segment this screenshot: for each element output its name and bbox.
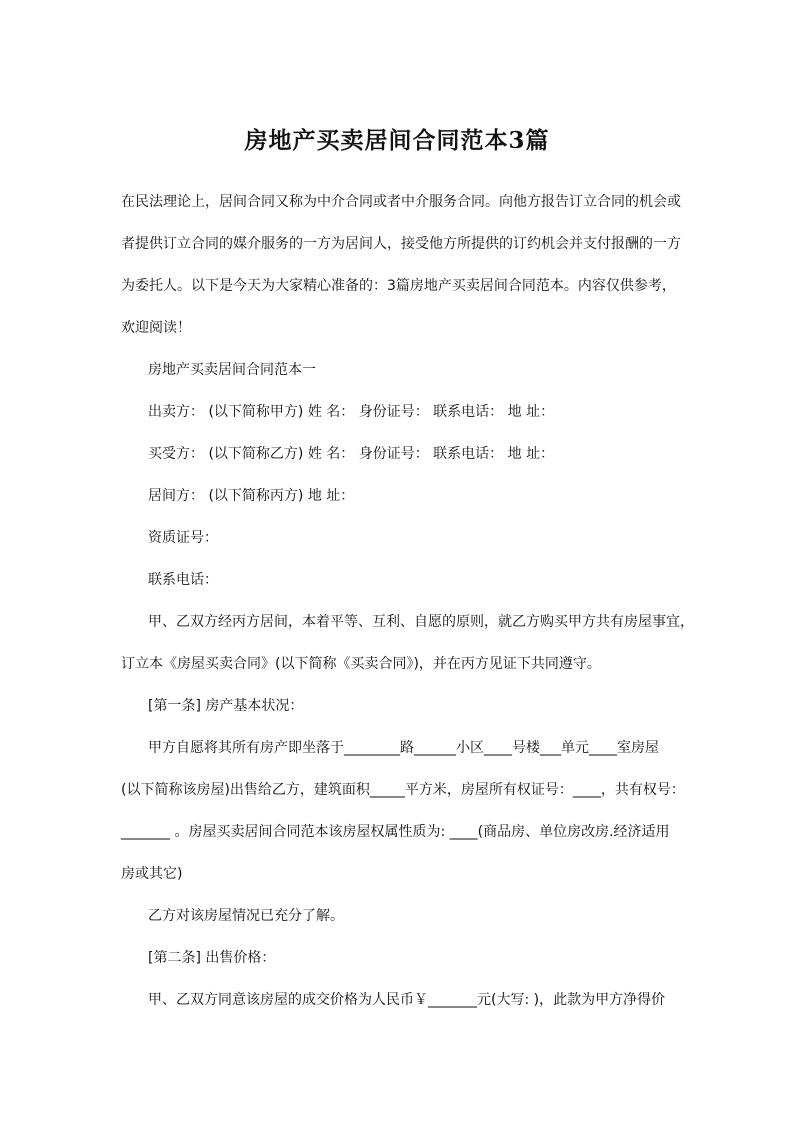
- article-1-title: [第一条] 房产基本状况：: [148, 698, 304, 714]
- seller-line: 出卖方： (以下简称甲方) 姓 名： 身份证号： 联系电话： 地 址：: [148, 404, 555, 420]
- intro-line-2: 者提供订立合同的媒介服务的一方为居间人，接受他方所提供的订约机会并支付报酬的一方: [121, 236, 681, 252]
- article-1-note: 乙方对该房屋情况已充分了解。: [148, 908, 344, 924]
- preamble-line-1: 甲、乙双方经丙方居间，本着平等、互利、自愿的原则，就乙方购买甲方共有房屋事宜，: [148, 614, 694, 630]
- article-1-line-2: (以下简称该房屋)出售给乙方，建筑面积_____平方米，房屋所有权证号：____，共有权号：: [121, 782, 685, 798]
- broker-line: 居间方： (以下简称丙方) 地 址：: [148, 488, 355, 504]
- buyer-line: 买受方： (以下简称乙方) 姓 名： 身份证号： 联系电话： 地 址：: [148, 446, 555, 462]
- article-1-line-1: 甲方自愿将其所有房产即坐落于________路______小区____号楼___单元____室房屋: [148, 740, 659, 756]
- phone-line: 联系电话：: [148, 572, 218, 588]
- section-title: 房地产买卖居间合同范本一: [148, 362, 316, 378]
- preamble-line-2: 订立本《房屋买卖合同》(以下简称《买卖合同》)，并在丙方见证下共同遵守。: [121, 656, 601, 672]
- article-1-line-4: 房或其它): [121, 866, 183, 882]
- article-1-line-3: _______ 。房屋买卖居间合同范本该房屋权属性质为: ____(商品房、单位房改房.经济适用: [121, 824, 670, 840]
- intro-line-1: 在民法理论上，居间合同又称为中介合同或者中介服务合同。向他方报告订立合同的机会或: [121, 194, 681, 210]
- document-title: 房地产买卖居间合同范本3篇: [244, 127, 550, 154]
- intro-line-4: 欢迎阅读！: [121, 320, 191, 336]
- qualification-line: 资质证号：: [148, 530, 218, 546]
- article-2-line: 甲、乙双方同意该房屋的成交价格为人民币￥_______元(大写: )，此款为甲方净得价: [148, 992, 666, 1008]
- intro-line-3: 为委托人。以下是今天为大家精心准备的：3篇房地产买卖居间合同范本。内容仅供参考，: [121, 278, 676, 294]
- article-2-title: [第二条] 出售价格：: [148, 950, 276, 966]
